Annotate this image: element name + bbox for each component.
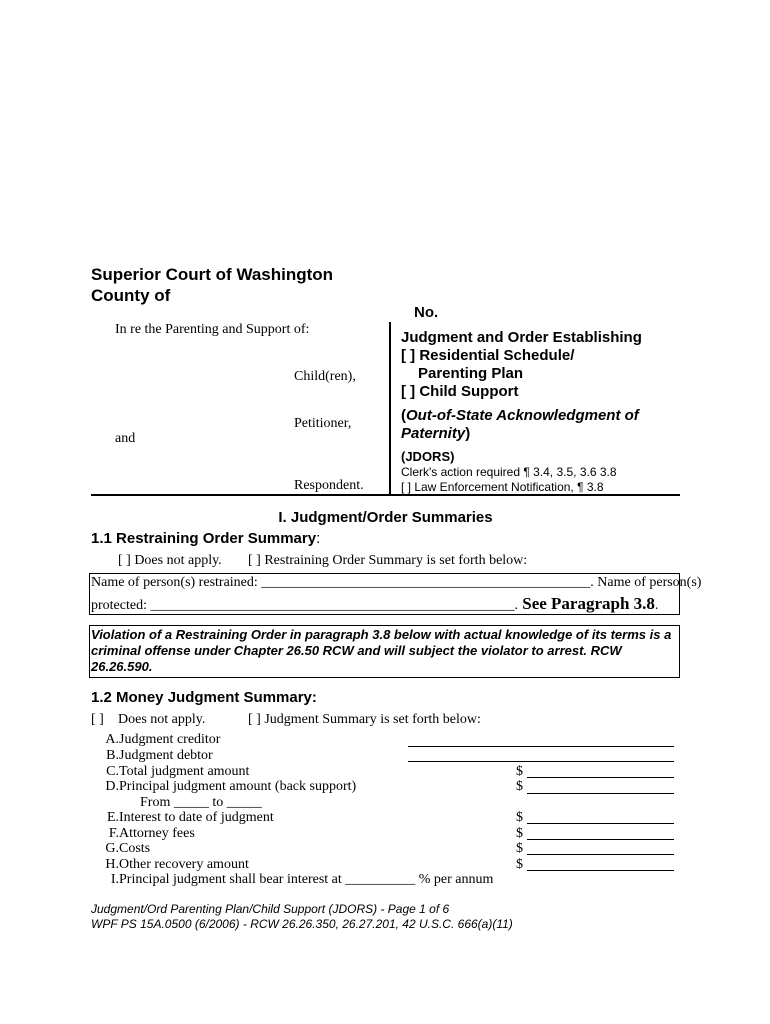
period: . [654,598,659,613]
judgment-item [91,748,213,764]
caption-divider-vertical [389,322,391,494]
judgment-item [91,857,249,873]
and-label: and [115,431,136,446]
restraining-warning: Violation of a Restraining Order in paragraph 3.8 below with actual knowledge of its terms is a criminal offense under Chapter 26.50 RCW and will subject the violator to arrest. RCW 26.26.590. [91,627,672,674]
out-of-state-note [401,407,639,443]
court-line-1: Superior Court of Washington [91,265,334,284]
section-heading: I. Judgment/Order Summaries [278,509,493,526]
judgment-item [91,779,357,795]
court-name [91,264,333,306]
judgment-item [91,795,262,811]
protected-persons-line[interactable] [91,594,658,614]
item-letter: A. [105,732,119,747]
title-line-1: Judgment and Order Establishing [401,329,642,346]
judgment-creditor-field[interactable] [408,746,674,747]
respondent-label: Respondent. [294,478,364,493]
item-letter: F. [108,826,119,841]
petitioner-label: Petitioner, [294,416,352,431]
item-text: Principal judgment amount (back support) [119,779,357,794]
footer-line-1: Judgment/Ord Parenting Plan/Child Support (JDORS) - Page 1 of 6 [91,902,450,916]
oos-text-2: Paternity [401,425,466,442]
restraining-summary-heading [91,530,320,547]
restrained-persons-line[interactable]: Name of person(s) restrained: _______________________________________________. Name of person(s) [91,575,702,590]
s12-option-set-forth[interactable]: [ ] Judgment Summary is set forth below: [248,712,481,727]
interest-field[interactable] [527,823,674,824]
clerk-action-note: Clerk's action required ¶ 3.4, 3.5, 3.6 3.8 [401,465,617,479]
dollar-sign: $ [516,810,523,825]
restraining-options [118,553,528,569]
attorney-fees-field[interactable] [527,839,674,840]
document-title [401,329,642,401]
money-judgment-options [91,712,591,728]
item-letter: B. [106,748,119,763]
item-letter: G. [105,841,119,856]
item-text: Total judgment amount [119,764,250,779]
dollar-sign: $ [516,764,523,779]
oos-close-paren: ) [465,425,471,442]
s11-colon: : [316,530,321,547]
from-to-dates[interactable]: From _____ to _____ [119,795,262,810]
item-letter: E. [106,810,119,825]
title-line-3: Parenting Plan [418,365,524,382]
judgment-item [91,764,250,780]
dollar-sign: $ [516,826,523,841]
s12-option-does-not-apply: Does not apply. [118,712,206,727]
see-paragraph-ref: See Paragraph 3.8 [517,594,655,613]
form-code: (JDORS) [401,449,455,464]
in-re-label: In re the Parenting and Support of: [115,322,310,337]
principal-judgment-field[interactable] [527,793,674,794]
s11-option-set-forth[interactable]: [ ] Restraining Order Summary is set forth below: [248,553,528,568]
law-enforcement-note: [ ] Law Enforcement Notification, ¶ 3.8 [401,480,604,494]
item-letter: C. [106,764,119,779]
item-text: Interest to date of judgment [119,810,274,825]
case-number-label: No. [414,304,439,321]
interest-rate-line[interactable]: Principal judgment shall bear interest at __________ % per annum [119,872,494,887]
footer-line-2: WPF PS 15A.0500 (6/2006) - RCW 26.26.350, 26.27.201, 42 U.S.C. 666(a)(11) [91,917,513,931]
item-text: Other recovery amount [119,857,249,872]
oos-open-paren: ( [401,407,406,424]
s11-option-does-not-apply[interactable]: [ ] Does not apply. [118,553,222,568]
protected-field: protected: ____________________________________________________. [91,598,518,613]
costs-field[interactable] [527,854,674,855]
judgment-item [91,841,151,857]
item-text: Attorney fees [119,826,195,841]
judgment-item [91,826,195,842]
dollar-sign: $ [516,857,523,872]
money-judgment-heading: 1.2 Money Judgment Summary: [91,689,317,706]
title-line-4: [ ] Child Support [401,383,519,400]
item-text: Judgment debtor [119,748,213,763]
page-footer [91,902,513,932]
item-text: Costs [119,841,151,856]
item-text: Judgment creditor [119,732,221,747]
title-line-2: [ ] Residential Schedule/ [401,347,575,364]
judgment-item [91,732,221,748]
item-letter: D. [105,779,119,794]
judgment-debtor-field[interactable] [408,761,674,762]
s12-checkbox[interactable]: [ ] [91,712,104,727]
oos-text-1: Out-of-State Acknowledgment of [406,407,639,424]
dollar-sign: $ [516,841,523,856]
dollar-sign: $ [516,779,523,794]
total-judgment-field[interactable] [527,777,674,778]
court-line-2: County of [91,286,171,305]
item-letter: I. [110,872,119,887]
item-letter: H. [105,857,119,872]
caption-divider-horizontal [91,494,680,496]
judgment-item [91,872,494,888]
s11-heading-text: 1.1 Restraining Order Summary [91,530,317,547]
other-recovery-field[interactable] [527,870,674,871]
judgment-item [91,810,274,826]
children-label: Child(ren), [294,369,356,384]
